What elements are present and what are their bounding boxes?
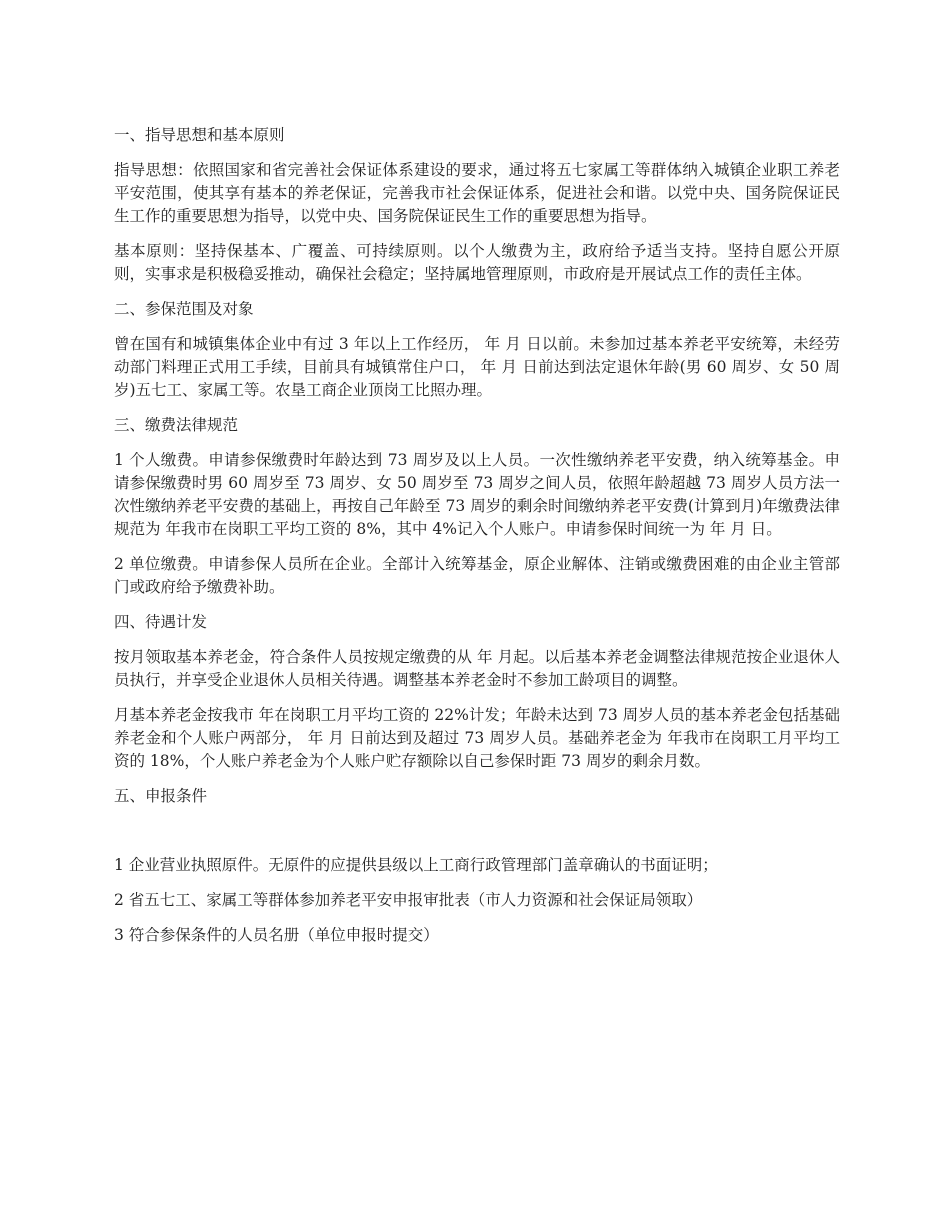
paragraph-scope: 曾在国有和城镇集体企业中有过 3 年以上工作经历， 年 月 日以前。未参加过基本养老平安统筹，未经劳动部门料理正式用工手续，目前具有城镇常住户口， 年 月 日前达到法定退休年龄(男 60 周岁、女 50 周岁)五七工、家属工等。农垦工商企业顶岗工比照办理。 xyxy=(114,335,840,399)
paragraph-guiding-thought: 指导思想：依照国家和省完善社会保证体系建设的要求，通过将五七家属工等群体纳入城镇企业职工养老平安范围，使其享有基本的养老保证，完善我市社会保证体系，促进社会和谐。以党中央、国务院保证民生工作的重要思想为指导，以党中央、国务院保证民生工作的重要思想为指导。 xyxy=(114,161,840,225)
document-body xyxy=(114,124,840,959)
list-item-license: 1 企业营业执照原件。无原件的应提供县级以上工商行政管理部门盖章确认的书面证明； xyxy=(114,856,718,874)
section-heading-1: 一、指导思想和基本原则 xyxy=(114,126,285,144)
section-heading-4: 四、待遇计发 xyxy=(114,613,208,631)
paragraph-basic-principles: 基本原则：坚持保基本、广覆盖、可持续原则。以个人缴费为主，政府给予适当支持。坚持自愿公开原则，实事求是积极稳妥推动，确保社会稳定；坚持属地管理原则，市政府是开展试点工作的责任主体。 xyxy=(114,242,840,283)
section-heading-3: 三、缴费法律规范 xyxy=(114,416,239,434)
paragraph-unit-payment: 2 单位缴费。申请参保人员所在企业。全部计入统筹基金，原企业解体、注销或缴费困难的由企业主管部门或政府给予缴费补助。 xyxy=(114,555,840,596)
paragraph-pension-calculation: 月基本养老金按我市 年在岗职工月平均工资的 22%计发；年龄未达到 73 周岁人员的基本养老金包括基础养老金和个人账户两部分， 年 月 日前达到及超过 73 周岁人员。基础养老金为 年我市在岗职工月平均工资的 18%，个人账户养老金为个人账户贮存额除以自己参保时距 73 周岁的剩余月数。 xyxy=(114,706,840,770)
paragraph-personal-payment: 1 个人缴费。申请参保缴费时年龄达到 73 周岁及以上人员。一次性缴纳养老平安费，纳入统筹基金。申请参保缴费时男 60 周岁至 73 周岁、女 50 周岁至 73 周岁之间人员，依照年龄超越 73 周岁人员方法一次性缴纳养老平安费的基础上，再按自己年龄至 73 周岁的剩余时间缴纳养老平安费(计算到月)年缴费法律规范为 年我市在岗职工平均工资的 8%，其中 4%记入个人账户。申请参保时间统一为 年 月 日。 xyxy=(114,451,840,538)
list-item-application-form: 2 省五七工、家属工等群体参加养老平安申报审批表（市人力资源和社会保证局领取） xyxy=(114,891,703,909)
section-heading-2: 二、参保范围及对象 xyxy=(114,300,254,318)
spacer xyxy=(114,820,840,854)
paragraph-monthly-pension: 按月领取基本养老金，符合条件人员按规定缴费的从 年 月起。以后基本养老金调整法律规范按企业退休人员执行，并享受企业退休人员相关待遇。调整基本养老金时不参加工龄项目的调整。 xyxy=(114,648,840,689)
section-heading-5: 五、申报条件 xyxy=(114,787,208,805)
list-item-roster: 3 符合参保条件的人员名册（单位申报时提交） xyxy=(114,926,439,944)
